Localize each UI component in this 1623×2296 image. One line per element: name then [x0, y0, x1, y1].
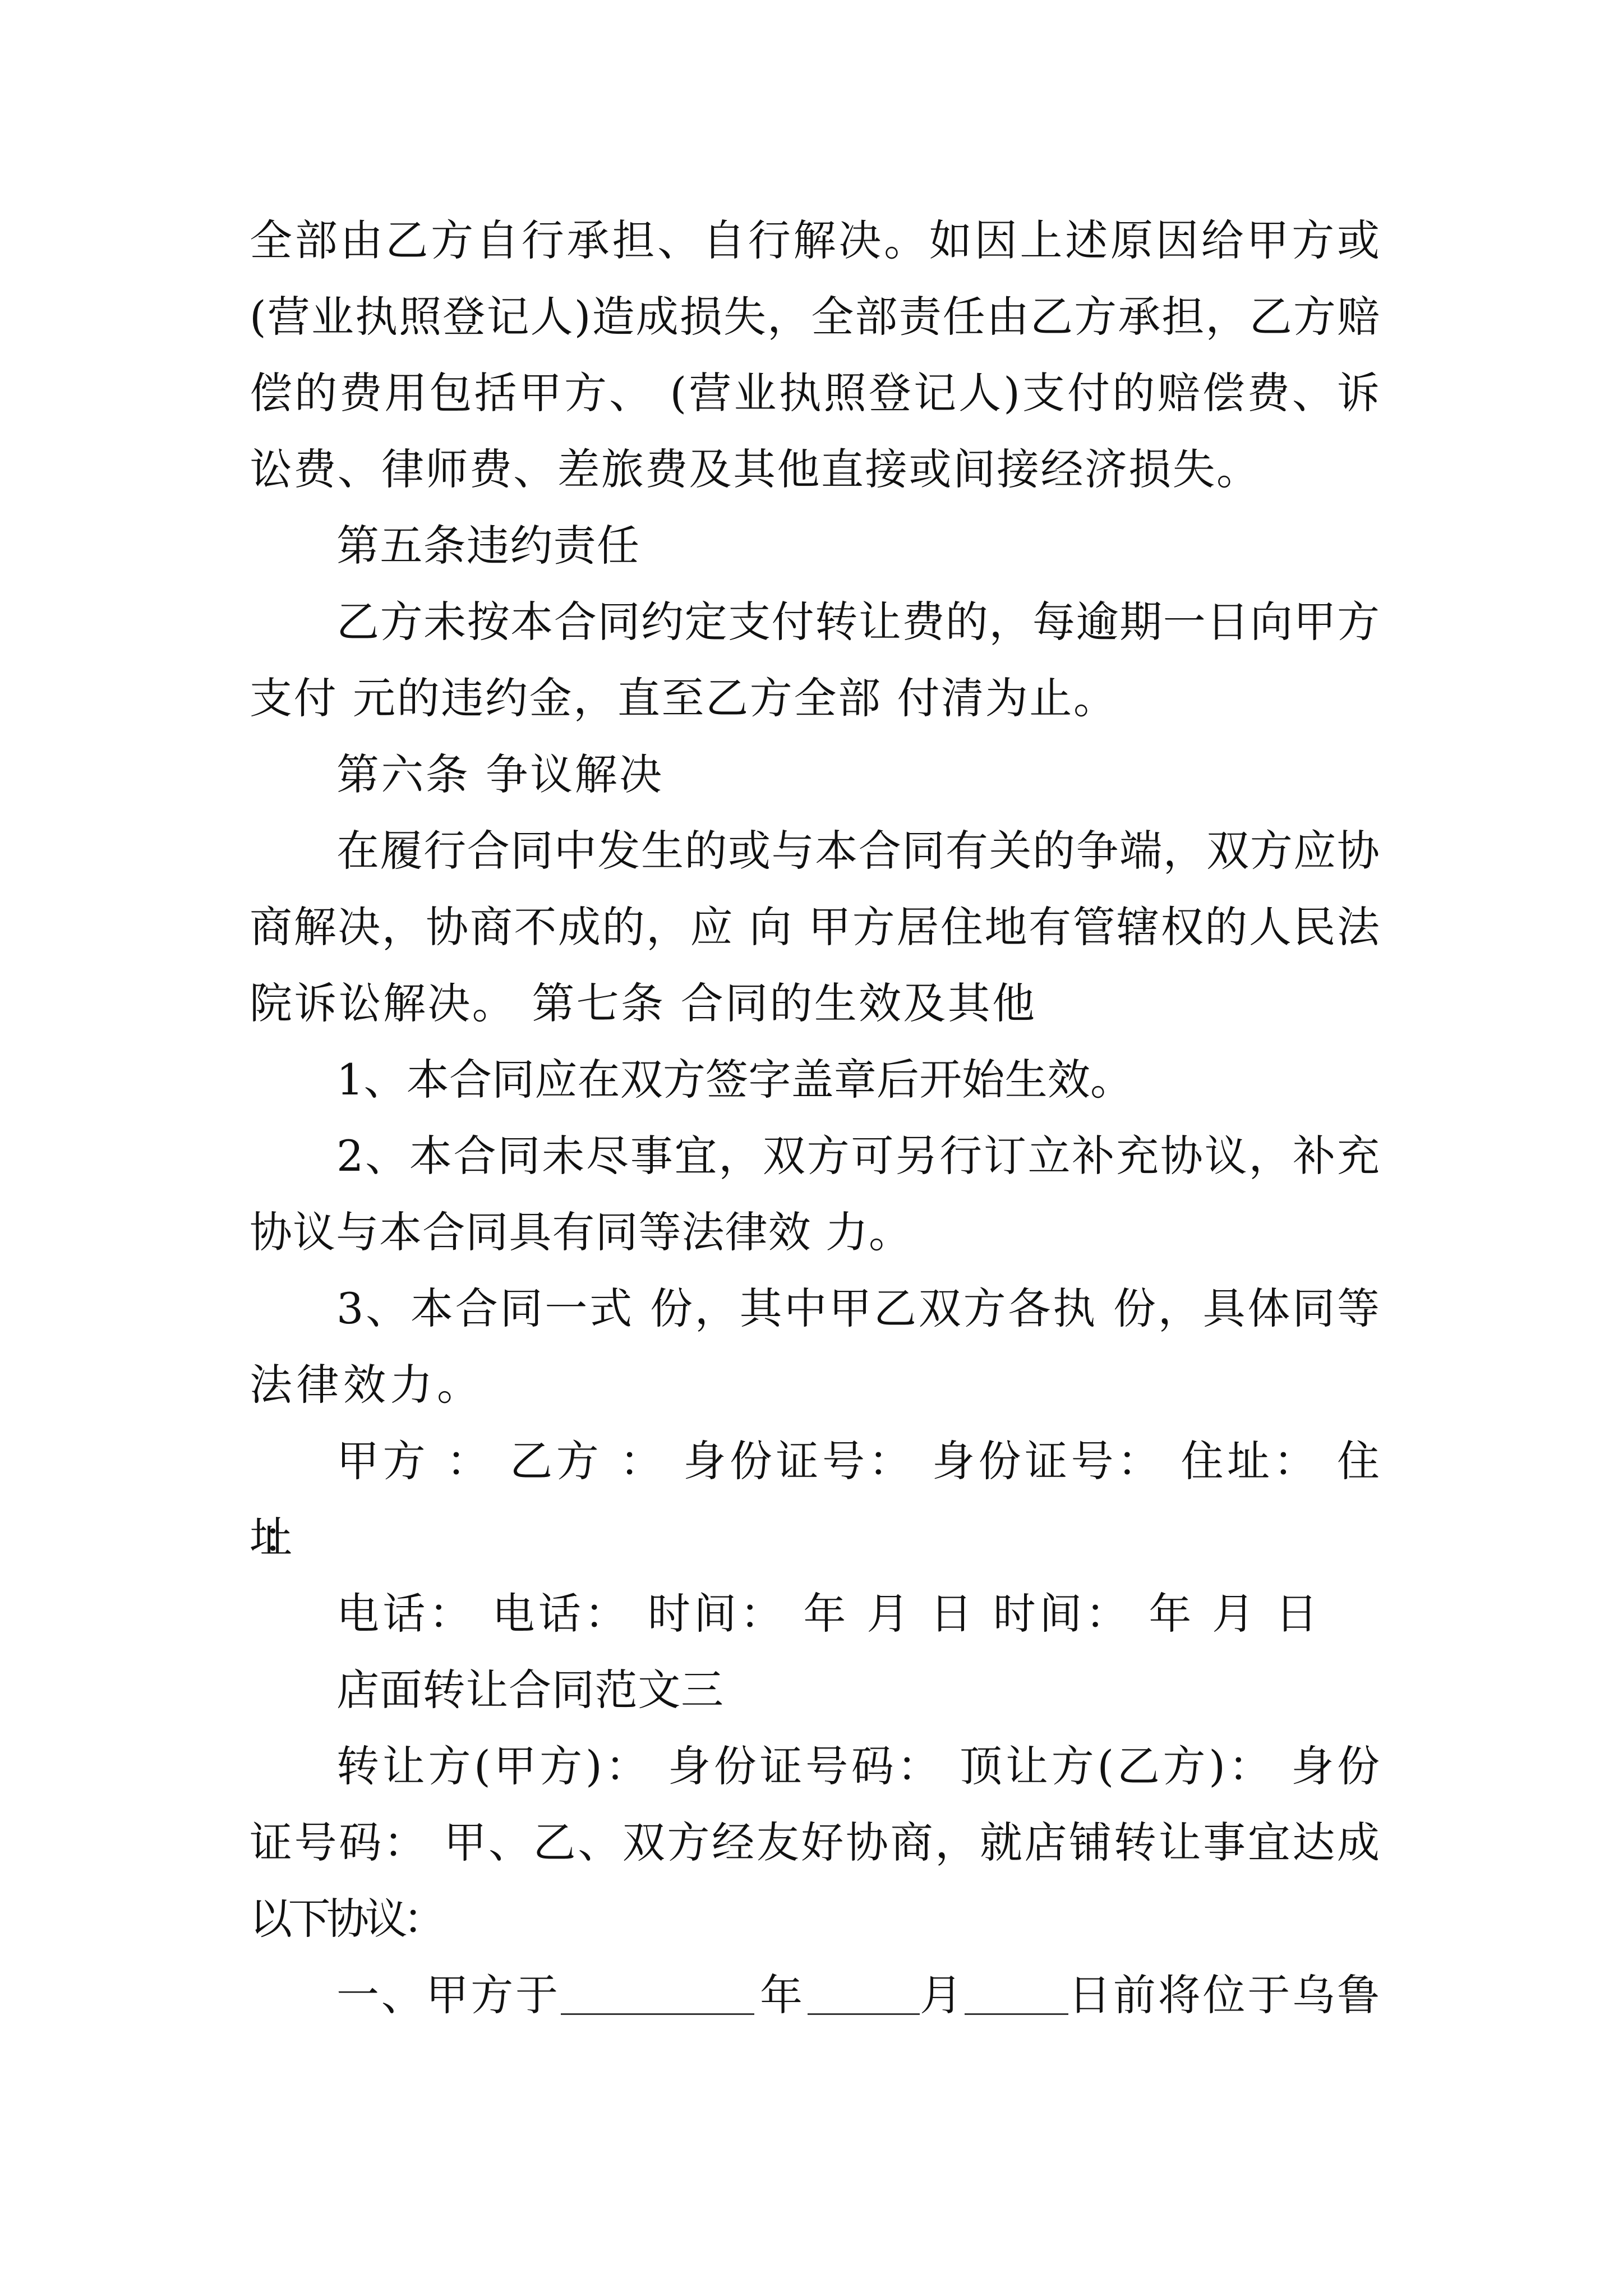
text-line [0, 1885, 1623, 1953]
section-heading [0, 1657, 1623, 1724]
text-line [0, 1504, 1623, 1571]
paragraph-text: 法律效力。 [250, 1360, 484, 1410]
text-line [0, 894, 1623, 961]
text-line [0, 207, 1623, 274]
text-line [0, 588, 1623, 656]
heading-text: 第五条违约责任 [336, 521, 640, 570]
text-line-with-blanks [0, 1962, 1623, 2029]
paragraph-text: 讼费、律师费、差旅费及其他直接或间接经济损失。 [250, 444, 1261, 494]
paragraph-text: 偿的费用包括甲方、 (营业执照登记人)支付的赔偿费、诉 [250, 368, 1382, 418]
line-suffix-text: 日前将位于乌鲁 [1068, 1970, 1382, 2020]
paragraph-text: 址： [250, 1512, 276, 1562]
text-line [0, 1275, 1623, 1342]
paragraph-text: 2、本合同未尽事宜，双方可另行订立补充协议，补充 [336, 1131, 1381, 1181]
paragraph-text: 在履行合同中发生的或与本合同有关的争端，双方应协 [336, 826, 1381, 876]
text-line [0, 1122, 1623, 1190]
text-line [0, 360, 1623, 427]
text-line [0, 1046, 1623, 1114]
text-line [0, 665, 1623, 732]
line-prefix-text: 一、甲方于 [336, 1970, 560, 2020]
year-label: 年 [760, 1970, 803, 2020]
year-blank [561, 2013, 754, 2015]
text-line [0, 283, 1623, 351]
paragraph-text: (营业执照登记人)造成损失，全部责任由乙方承担，乙方赔 [250, 292, 1381, 342]
text-line [0, 970, 1623, 1037]
month-label: 月 [920, 1970, 962, 2020]
paragraph-text: 3、本合同一式 份，其中甲乙双方各执 份，具体同等 [336, 1283, 1382, 1333]
text-line [0, 1809, 1623, 1876]
signature-fields [0, 1580, 1623, 1648]
section-heading [0, 512, 1623, 579]
section-heading [0, 741, 1623, 808]
paragraph-text: 以下协议： [250, 1894, 442, 1944]
heading-text: 店面转让合同范文三 [336, 1665, 724, 1715]
paragraph-text: 乙方未按本合同约定支付转让费的，每逾期一日向甲方 [336, 597, 1381, 647]
paragraph-text: 1、本合同应在双方签字盖章后开始生效。 [336, 1055, 1133, 1105]
paragraph-text: 转让方(甲方)： 身份证号码： 顶让方(乙方)： 身份 [336, 1741, 1383, 1791]
paragraph-text: 证号码： 甲、乙、双方经友好协商，就店铺转让事宜达成 [250, 1818, 1382, 1867]
paragraph-text: 协议与本合同具有同等法律效 力。 [250, 1207, 912, 1257]
paragraph-text: 支付 元的违约金，直至乙方全部 付清为止。 [250, 673, 1118, 723]
month-blank [808, 2013, 920, 2015]
paragraph-text: 院诉讼解决。 第七条 合同的生效及其他 [250, 978, 1037, 1028]
text-line [0, 436, 1623, 503]
day-blank [965, 2013, 1068, 2015]
text-line [0, 1351, 1623, 1419]
paragraph-text: 全部由乙方自行承担、自行解决。如因上述原因给甲方或 [250, 215, 1382, 265]
signature-fields [0, 1428, 1623, 1495]
heading-text: 第六条 争议解决 [336, 749, 664, 799]
paragraph-text: 甲方 ： 乙方 ： 身份证号： 身份证号： 住址： 住 [336, 1436, 1384, 1486]
paragraph-text: 电话： 电话： 时间： 年 月 日 时间： 年 月 日 [336, 1589, 1322, 1639]
text-line [0, 817, 1623, 885]
text-line [0, 1733, 1623, 1800]
paragraph-text: 商解决，协商不成的，应 向 甲方居住地有管辖权的人民法 [250, 902, 1381, 952]
text-line [0, 1199, 1623, 1266]
